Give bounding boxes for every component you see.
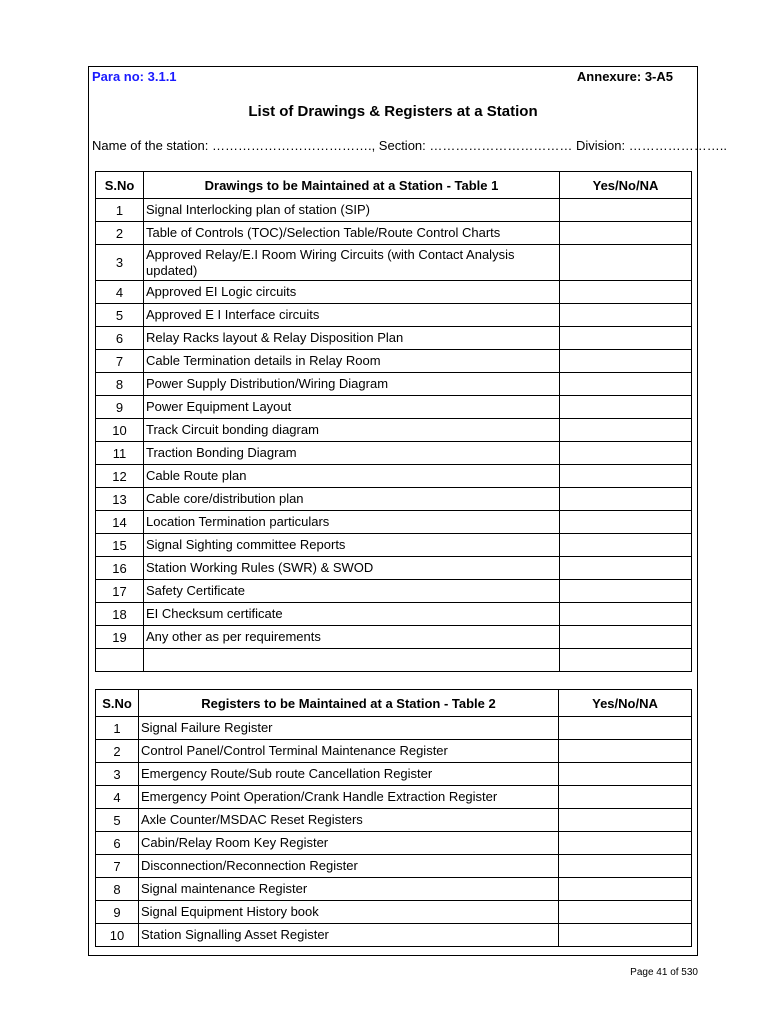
table-row — [96, 626, 692, 649]
row-description: Signal Equipment History book — [139, 901, 559, 924]
table-row — [96, 924, 692, 947]
row-description: Signal Sighting committee Reports — [144, 534, 560, 557]
row-description: Track Circuit bonding diagram — [144, 419, 560, 442]
empty-row — [96, 649, 692, 672]
table-row — [96, 809, 692, 832]
status-cell[interactable] — [559, 924, 692, 947]
table-row — [96, 281, 692, 304]
table-row — [96, 199, 692, 222]
table-row — [96, 580, 692, 603]
row-description: Cable core/distribution plan — [144, 488, 560, 511]
sno-header: S.No — [96, 172, 144, 199]
status-cell[interactable] — [560, 534, 692, 557]
status-cell[interactable] — [560, 511, 692, 534]
row-number: 1 — [96, 199, 144, 222]
row-description: Cable Termination details in Relay Room — [144, 350, 560, 373]
row-description: Location Termination particulars — [144, 511, 560, 534]
status-cell[interactable] — [560, 245, 692, 281]
description-header: Registers to be Maintained at a Station - Table 2 — [139, 690, 559, 717]
row-description: Emergency Point Operation/Crank Handle Extraction Register — [139, 786, 559, 809]
row-description: Safety Certificate — [144, 580, 560, 603]
table-row — [96, 327, 692, 350]
para-number: Para no: 3.1.1 — [92, 69, 177, 84]
status-cell[interactable] — [560, 373, 692, 396]
table-row — [96, 511, 692, 534]
table-row — [96, 901, 692, 924]
table-header-row — [96, 172, 692, 199]
row-number: 9 — [96, 396, 144, 419]
row-number: 7 — [96, 855, 139, 878]
table-row — [96, 396, 692, 419]
table-row — [96, 763, 692, 786]
table-row — [96, 557, 692, 580]
status-cell[interactable] — [559, 717, 692, 740]
table-row — [96, 373, 692, 396]
table-row — [96, 222, 692, 245]
table-row — [96, 350, 692, 373]
table-row — [96, 304, 692, 327]
row-number: 10 — [96, 924, 139, 947]
annexure-label: Annexure: 3-A5 — [576, 69, 673, 84]
row-number: 6 — [96, 327, 144, 350]
row-number: 6 — [96, 832, 139, 855]
row-number: 10 — [96, 419, 144, 442]
empty-cell — [144, 649, 560, 672]
row-description: Signal Failure Register — [139, 717, 559, 740]
empty-cell — [96, 649, 144, 672]
row-number: 9 — [96, 901, 139, 924]
row-description: Approved Relay/E.I Room Wiring Circuits (with Contact Analysis updated) — [144, 245, 560, 281]
status-header: Yes/No/NA — [560, 172, 692, 199]
row-number: 8 — [96, 373, 144, 396]
row-number: 4 — [96, 786, 139, 809]
status-cell[interactable] — [559, 809, 692, 832]
row-description: Table of Controls (TOC)/Selection Table/Route Control Charts — [144, 222, 560, 245]
row-number: 5 — [96, 304, 144, 327]
registers-table — [95, 689, 692, 947]
row-number: 2 — [96, 740, 139, 763]
row-description: Power Equipment Layout — [144, 396, 560, 419]
row-number: 12 — [96, 465, 144, 488]
row-description: Emergency Route/Sub route Cancellation Register — [139, 763, 559, 786]
row-number: 19 — [96, 626, 144, 649]
row-description: Approved EI Logic circuits — [144, 281, 560, 304]
status-cell[interactable] — [559, 901, 692, 924]
row-number: 5 — [96, 809, 139, 832]
row-description: EI Checksum certificate — [144, 603, 560, 626]
table-row — [96, 832, 692, 855]
row-number: 4 — [96, 281, 144, 304]
row-number: 1 — [96, 717, 139, 740]
table-row — [96, 740, 692, 763]
row-number: 3 — [96, 763, 139, 786]
status-cell[interactable] — [560, 442, 692, 465]
status-cell[interactable] — [560, 649, 692, 672]
status-cell[interactable] — [560, 327, 692, 350]
row-number: 18 — [96, 603, 144, 626]
row-description: Any other as per requirements — [144, 626, 560, 649]
table-row — [96, 465, 692, 488]
status-cell[interactable] — [560, 488, 692, 511]
status-cell[interactable] — [560, 199, 692, 222]
status-cell[interactable] — [560, 419, 692, 442]
status-cell[interactable] — [560, 557, 692, 580]
table-header-row — [96, 690, 692, 717]
row-number: 11 — [96, 442, 144, 465]
row-number: 2 — [96, 222, 144, 245]
row-description: Station Working Rules (SWR) & SWOD — [144, 557, 560, 580]
row-description: Signal Interlocking plan of station (SIP) — [144, 199, 560, 222]
row-description: Cable Route plan — [144, 465, 560, 488]
row-number: 8 — [96, 878, 139, 901]
page-number: Page 41 of 530 — [630, 967, 698, 978]
drawings-table — [95, 171, 692, 672]
row-number: 16 — [96, 557, 144, 580]
row-number: 7 — [96, 350, 144, 373]
sno-header: S.No — [96, 690, 139, 717]
row-number: 13 — [96, 488, 144, 511]
status-cell[interactable] — [559, 786, 692, 809]
status-cell[interactable] — [560, 626, 692, 649]
row-description: Station Signalling Asset Register — [139, 924, 559, 947]
row-description: Power Supply Distribution/Wiring Diagram — [144, 373, 560, 396]
row-number: 3 — [96, 245, 144, 281]
status-cell[interactable] — [560, 304, 692, 327]
row-description: Disconnection/Reconnection Register — [139, 855, 559, 878]
row-description: Cabin/Relay Room Key Register — [139, 832, 559, 855]
status-cell[interactable] — [559, 763, 692, 786]
station-details-line: Name of the station: ………………………………., Section: …………………………… Division: ………………….. — [92, 138, 727, 153]
row-number: 17 — [96, 580, 144, 603]
status-cell[interactable] — [559, 878, 692, 901]
status-cell[interactable] — [560, 465, 692, 488]
table-row — [96, 878, 692, 901]
row-description: Control Panel/Control Terminal Maintenance Register — [139, 740, 559, 763]
table-row — [96, 419, 692, 442]
row-description: Axle Counter/MSDAC Reset Registers — [139, 809, 559, 832]
status-header: Yes/No/NA — [559, 690, 692, 717]
status-cell[interactable] — [560, 580, 692, 603]
status-cell[interactable] — [559, 855, 692, 878]
status-cell[interactable] — [560, 396, 692, 419]
status-cell[interactable] — [559, 832, 692, 855]
table-row — [96, 442, 692, 465]
status-cell[interactable] — [560, 281, 692, 304]
table-row — [96, 717, 692, 740]
table-row — [96, 245, 692, 281]
row-description: Approved E I Interface circuits — [144, 304, 560, 327]
row-description: Traction Bonding Diagram — [144, 442, 560, 465]
table-row — [96, 603, 692, 626]
row-description: Signal maintenance Register — [139, 878, 559, 901]
row-description: Relay Racks layout & Relay Disposition Plan — [144, 327, 560, 350]
row-number: 14 — [96, 511, 144, 534]
row-number: 15 — [96, 534, 144, 557]
status-cell[interactable] — [560, 350, 692, 373]
page-title: List of Drawings & Registers at a Station — [248, 103, 538, 120]
table-row — [96, 534, 692, 557]
description-header: Drawings to be Maintained at a Station - Table 1 — [144, 172, 560, 199]
status-cell[interactable] — [560, 222, 692, 245]
status-cell[interactable] — [559, 740, 692, 763]
table-row — [96, 488, 692, 511]
status-cell[interactable] — [560, 603, 692, 626]
table-row — [96, 855, 692, 878]
table-row — [96, 786, 692, 809]
